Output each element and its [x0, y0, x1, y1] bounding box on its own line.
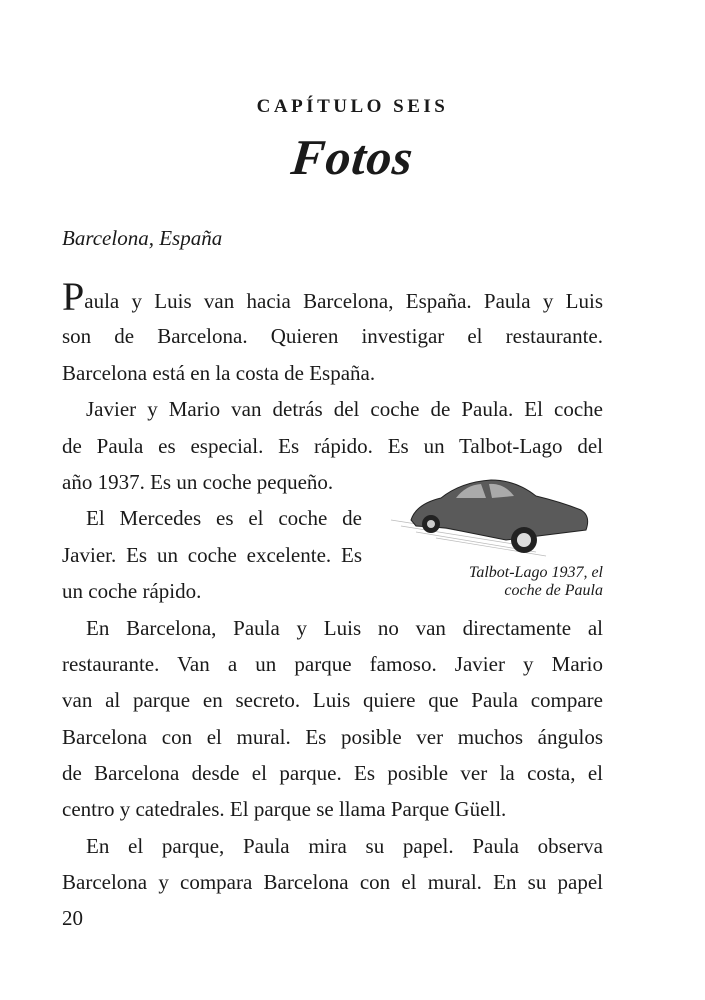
paragraph: [62, 610, 603, 828]
text-line: centro y catedrales. El parque se llama Parque Güell.: [62, 797, 507, 822]
text-line: Javier y Mario van detrás del coche de Paula. El coche: [86, 397, 603, 422]
drop-cap: P: [62, 274, 85, 319]
paragraph: [62, 274, 603, 391]
text-line: van al parque en secreto. Luis quiere que Paula compare: [62, 688, 603, 713]
text-line: En el parque, Paula mira su papel. Paula observa: [86, 833, 603, 858]
text-line: En Barcelona, Paula y Luis no van directamente al: [86, 615, 603, 640]
car-illustration-icon: [386, 468, 606, 560]
text-line: Barcelona y compara Barcelona con el mural. En su papel: [62, 870, 603, 895]
text-line: año 1937. Es un coche pequeño.: [62, 469, 334, 494]
chapter-label: CAPÍTULO SEIS: [256, 96, 449, 117]
figure-caption: [469, 564, 603, 600]
paragraph: [62, 828, 603, 901]
page-number: 20: [62, 906, 83, 930]
text-line: son de Barcelona. Quieren investigar el restaurante.: [62, 324, 603, 349]
text-line: un coche rápido.: [62, 579, 202, 604]
text-line: Javier. Es un coche excelente. Es: [62, 542, 362, 567]
location-heading: Barcelona, España: [62, 226, 223, 250]
text-line: Barcelona está en la costa de España.: [62, 360, 376, 385]
text-line: Barcelona con el mural. Es posible ver muchos ángulos: [62, 724, 603, 749]
text-line: de Barcelona desde el parque. Es posible ver la costa, el: [62, 761, 603, 786]
text-line-rest: aula y Luis van hacia Barcelona, España. Paula y Luis: [84, 289, 603, 313]
caption-line: coche de Paula: [504, 582, 603, 599]
chapter-title: Fotos: [288, 129, 417, 185]
text-line: El Mercedes es el coche de: [86, 506, 362, 531]
text-line: [62, 274, 603, 319]
text-line: de Paula es especial. Es rápido. Es un Talbot-Lago del: [62, 433, 603, 458]
text-line: restaurante. Van a un parque famoso. Javier y Mario: [62, 651, 603, 676]
caption-line: Talbot-Lago 1937, el: [468, 564, 603, 581]
